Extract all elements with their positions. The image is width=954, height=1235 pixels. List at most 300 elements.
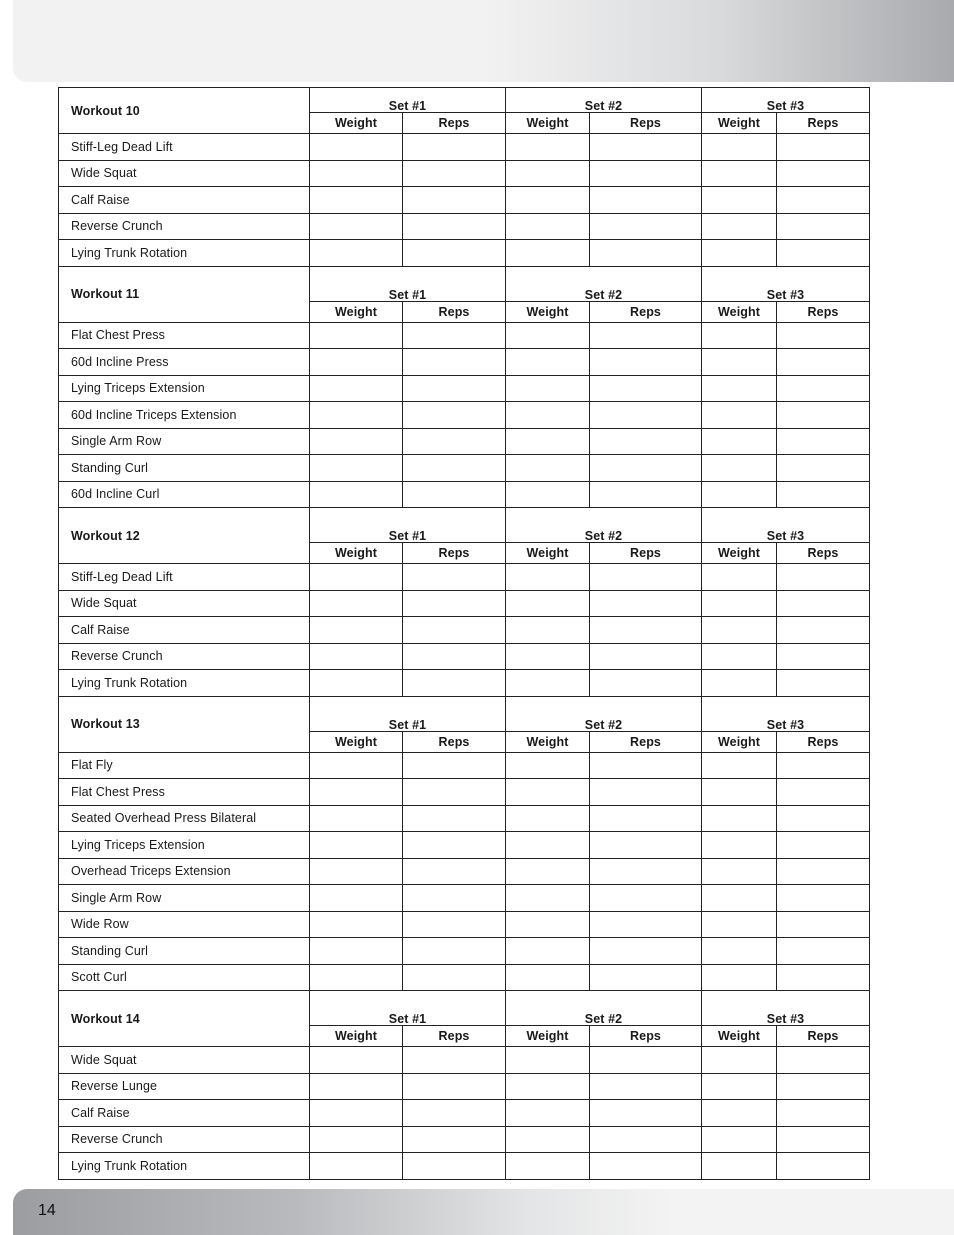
reps-entry-cell[interactable] xyxy=(590,1153,702,1180)
reps-entry-cell[interactable] xyxy=(777,858,870,885)
workout-header-row xyxy=(59,991,870,1026)
reps-entry-cell[interactable] xyxy=(590,670,702,697)
weight-entry-cell[interactable] xyxy=(310,322,403,349)
exercise-row xyxy=(59,1153,870,1180)
weight-entry-cell[interactable] xyxy=(702,670,777,697)
weight-entry-cell[interactable] xyxy=(310,349,403,376)
weight-column-header: Weight xyxy=(506,113,590,134)
weight-column-header: Weight xyxy=(506,1026,590,1047)
exercise-name: Standing Curl xyxy=(59,938,310,965)
reps-entry-cell[interactable] xyxy=(777,617,870,644)
set-label: Set #1 xyxy=(388,1012,427,1026)
weight-entry-cell[interactable] xyxy=(702,564,777,591)
reps-entry-cell[interactable] xyxy=(777,322,870,349)
reps-entry-cell[interactable] xyxy=(590,1047,702,1074)
exercise-name: Wide Row xyxy=(59,911,310,938)
reps-entry-cell[interactable] xyxy=(590,349,702,376)
reps-entry-cell[interactable] xyxy=(403,481,506,508)
reps-column-header: Reps xyxy=(777,301,870,322)
weight-entry-cell[interactable] xyxy=(310,187,403,214)
reps-entry-cell[interactable] xyxy=(403,964,506,991)
exercise-row xyxy=(59,617,870,644)
exercise-name: 60d Incline Press xyxy=(59,349,310,376)
weight-entry-cell[interactable] xyxy=(506,160,590,187)
reps-entry-cell[interactable] xyxy=(590,564,702,591)
weight-entry-cell[interactable] xyxy=(310,213,403,240)
weight-entry-cell[interactable] xyxy=(310,805,403,832)
set-header xyxy=(310,991,506,1026)
weight-entry-cell[interactable] xyxy=(506,964,590,991)
set-header xyxy=(506,508,702,543)
exercise-name: Calf Raise xyxy=(59,1100,310,1127)
reps-entry-cell[interactable] xyxy=(590,779,702,806)
reps-entry-cell[interactable] xyxy=(590,481,702,508)
exercise-row xyxy=(59,322,870,349)
reps-entry-cell[interactable] xyxy=(777,938,870,965)
exercise-row xyxy=(59,349,870,376)
exercise-row xyxy=(59,240,870,267)
reps-entry-cell[interactable] xyxy=(590,617,702,644)
reps-entry-cell[interactable] xyxy=(403,779,506,806)
reps-entry-cell[interactable] xyxy=(777,1126,870,1153)
reps-entry-cell[interactable] xyxy=(403,1047,506,1074)
weight-entry-cell[interactable] xyxy=(310,885,403,912)
exercise-name: Wide Squat xyxy=(59,160,310,187)
reps-entry-cell[interactable] xyxy=(777,643,870,670)
reps-entry-cell[interactable] xyxy=(777,428,870,455)
weight-entry-cell[interactable] xyxy=(506,1047,590,1074)
reps-entry-cell[interactable] xyxy=(403,938,506,965)
weight-entry-cell[interactable] xyxy=(310,455,403,482)
weight-entry-cell[interactable] xyxy=(310,964,403,991)
reps-entry-cell[interactable] xyxy=(403,858,506,885)
exercise-name: Single Arm Row xyxy=(59,428,310,455)
weight-entry-cell[interactable] xyxy=(506,375,590,402)
reps-entry-cell[interactable] xyxy=(590,832,702,859)
weight-entry-cell[interactable] xyxy=(506,134,590,161)
exercise-row xyxy=(59,964,870,991)
weight-entry-cell[interactable] xyxy=(702,752,777,779)
reps-entry-cell[interactable] xyxy=(403,911,506,938)
reps-entry-cell[interactable] xyxy=(777,805,870,832)
exercise-name: Stiff-Leg Dead Lift xyxy=(59,134,310,161)
weight-column-header: Weight xyxy=(702,113,777,134)
exercise-name: Flat Chest Press xyxy=(59,779,310,806)
weight-entry-cell[interactable] xyxy=(702,779,777,806)
reps-entry-cell[interactable] xyxy=(590,428,702,455)
reps-entry-cell[interactable] xyxy=(777,187,870,214)
reps-entry-cell[interactable] xyxy=(590,187,702,214)
reps-entry-cell[interactable] xyxy=(403,564,506,591)
weight-entry-cell[interactable] xyxy=(506,805,590,832)
reps-entry-cell[interactable] xyxy=(403,805,506,832)
reps-entry-cell[interactable] xyxy=(590,240,702,267)
weight-entry-cell[interactable] xyxy=(310,1100,403,1127)
exercise-row xyxy=(59,1073,870,1100)
weight-entry-cell[interactable] xyxy=(310,832,403,859)
reps-entry-cell[interactable] xyxy=(590,885,702,912)
weight-entry-cell[interactable] xyxy=(506,240,590,267)
weight-entry-cell[interactable] xyxy=(310,402,403,429)
weight-entry-cell[interactable] xyxy=(702,1047,777,1074)
weight-entry-cell[interactable] xyxy=(506,938,590,965)
footer-band xyxy=(13,1189,954,1235)
reps-entry-cell[interactable] xyxy=(403,1126,506,1153)
exercise-name: Single Arm Row xyxy=(59,885,310,912)
weight-entry-cell[interactable] xyxy=(702,134,777,161)
set-header xyxy=(310,88,506,113)
exercise-row xyxy=(59,134,870,161)
exercise-name: Standing Curl xyxy=(59,455,310,482)
exercise-name: Wide Squat xyxy=(59,1047,310,1074)
weight-entry-cell[interactable] xyxy=(506,911,590,938)
weight-entry-cell[interactable] xyxy=(702,213,777,240)
exercise-name: Wide Squat xyxy=(59,590,310,617)
reps-entry-cell[interactable] xyxy=(777,752,870,779)
reps-entry-cell[interactable] xyxy=(777,455,870,482)
weight-entry-cell[interactable] xyxy=(702,911,777,938)
exercise-row xyxy=(59,1126,870,1153)
exercise-name: Flat Fly xyxy=(59,752,310,779)
reps-entry-cell[interactable] xyxy=(590,402,702,429)
reps-entry-cell[interactable] xyxy=(590,1126,702,1153)
set-header xyxy=(310,696,506,731)
reps-entry-cell[interactable] xyxy=(777,240,870,267)
reps-column-header: Reps xyxy=(590,731,702,752)
weight-entry-cell[interactable] xyxy=(702,187,777,214)
weight-entry-cell[interactable] xyxy=(506,617,590,644)
reps-entry-cell[interactable] xyxy=(777,160,870,187)
set-header xyxy=(702,696,870,731)
exercise-row xyxy=(59,643,870,670)
weight-entry-cell[interactable] xyxy=(506,428,590,455)
exercise-row xyxy=(59,911,870,938)
weight-entry-cell[interactable] xyxy=(310,240,403,267)
reps-entry-cell[interactable] xyxy=(590,805,702,832)
weight-entry-cell[interactable] xyxy=(506,1153,590,1180)
reps-entry-cell[interactable] xyxy=(590,911,702,938)
set-header xyxy=(310,266,506,301)
workout-log-table xyxy=(58,87,870,1180)
reps-entry-cell[interactable] xyxy=(403,134,506,161)
weight-entry-cell[interactable] xyxy=(702,643,777,670)
reps-entry-cell[interactable] xyxy=(777,481,870,508)
weight-entry-cell[interactable] xyxy=(506,670,590,697)
exercise-name: 60d Incline Triceps Extension xyxy=(59,402,310,429)
reps-entry-cell[interactable] xyxy=(403,670,506,697)
weight-entry-cell[interactable] xyxy=(506,564,590,591)
exercise-row xyxy=(59,375,870,402)
weight-column-header: Weight xyxy=(310,1026,403,1047)
exercise-row xyxy=(59,160,870,187)
reps-column-header: Reps xyxy=(777,543,870,564)
weight-column-header: Weight xyxy=(310,731,403,752)
exercise-name: Lying Trunk Rotation xyxy=(59,1153,310,1180)
weight-entry-cell[interactable] xyxy=(702,590,777,617)
weight-entry-cell[interactable] xyxy=(702,160,777,187)
weight-entry-cell[interactable] xyxy=(702,402,777,429)
reps-entry-cell[interactable] xyxy=(403,1153,506,1180)
reps-entry-cell[interactable] xyxy=(590,752,702,779)
reps-entry-cell[interactable] xyxy=(777,1153,870,1180)
set-label: Set #1 xyxy=(388,287,427,302)
weight-column-header: Weight xyxy=(506,731,590,752)
reps-entry-cell[interactable] xyxy=(590,213,702,240)
reps-entry-cell[interactable] xyxy=(777,402,870,429)
weight-entry-cell[interactable] xyxy=(310,134,403,161)
exercise-row xyxy=(59,481,870,508)
weight-entry-cell[interactable] xyxy=(310,481,403,508)
weight-entry-cell[interactable] xyxy=(702,832,777,859)
weight-entry-cell[interactable] xyxy=(506,402,590,429)
exercise-name: Calf Raise xyxy=(59,187,310,214)
reps-entry-cell[interactable] xyxy=(403,590,506,617)
weight-entry-cell[interactable] xyxy=(310,564,403,591)
weight-entry-cell[interactable] xyxy=(506,752,590,779)
reps-entry-cell[interactable] xyxy=(403,160,506,187)
weight-entry-cell[interactable] xyxy=(702,428,777,455)
weight-entry-cell[interactable] xyxy=(310,1073,403,1100)
weight-entry-cell[interactable] xyxy=(310,938,403,965)
weight-entry-cell[interactable] xyxy=(506,779,590,806)
header-band xyxy=(13,0,954,82)
reps-column-header: Reps xyxy=(590,1026,702,1047)
reps-entry-cell[interactable] xyxy=(403,617,506,644)
exercise-row xyxy=(59,590,870,617)
reps-entry-cell[interactable] xyxy=(590,1073,702,1100)
exercise-row xyxy=(59,455,870,482)
reps-entry-cell[interactable] xyxy=(777,832,870,859)
reps-entry-cell[interactable] xyxy=(777,1047,870,1074)
reps-entry-cell[interactable] xyxy=(590,643,702,670)
weight-entry-cell[interactable] xyxy=(702,349,777,376)
reps-entry-cell[interactable] xyxy=(403,832,506,859)
reps-entry-cell[interactable] xyxy=(590,858,702,885)
exercise-row xyxy=(59,752,870,779)
weight-entry-cell[interactable] xyxy=(702,938,777,965)
reps-entry-cell[interactable] xyxy=(590,938,702,965)
reps-entry-cell[interactable] xyxy=(777,349,870,376)
exercise-name: Overhead Triceps Extension xyxy=(59,858,310,885)
exercise-name: Seated Overhead Press Bilateral xyxy=(59,805,310,832)
reps-entry-cell[interactable] xyxy=(777,670,870,697)
weight-entry-cell[interactable] xyxy=(702,1073,777,1100)
reps-entry-cell[interactable] xyxy=(403,187,506,214)
set-header xyxy=(702,88,870,113)
set-header xyxy=(506,696,702,731)
weight-entry-cell[interactable] xyxy=(310,1047,403,1074)
weight-entry-cell[interactable] xyxy=(506,858,590,885)
reps-column-header: Reps xyxy=(403,1026,506,1047)
set-label: Set #2 xyxy=(584,287,623,302)
reps-entry-cell[interactable] xyxy=(777,911,870,938)
exercise-name: Flat Chest Press xyxy=(59,322,310,349)
set-label: Set #3 xyxy=(766,287,805,302)
weight-entry-cell[interactable] xyxy=(506,455,590,482)
set-label: Set #3 xyxy=(766,529,805,543)
reps-column-header: Reps xyxy=(403,731,506,752)
reps-entry-cell[interactable] xyxy=(403,885,506,912)
reps-entry-cell[interactable] xyxy=(777,213,870,240)
reps-entry-cell[interactable] xyxy=(777,1100,870,1127)
set-label: Set #2 xyxy=(584,99,623,113)
exercise-row xyxy=(59,805,870,832)
weight-entry-cell[interactable] xyxy=(506,885,590,912)
reps-entry-cell[interactable] xyxy=(403,1100,506,1127)
weight-entry-cell[interactable] xyxy=(702,885,777,912)
workout-title: Workout 10 xyxy=(59,88,310,134)
weight-entry-cell[interactable] xyxy=(506,481,590,508)
exercise-name: Stiff-Leg Dead Lift xyxy=(59,564,310,591)
reps-entry-cell[interactable] xyxy=(403,375,506,402)
exercise-row xyxy=(59,832,870,859)
set-header xyxy=(702,991,870,1026)
reps-entry-cell[interactable] xyxy=(590,590,702,617)
set-header xyxy=(310,508,506,543)
exercise-name: Lying Trunk Rotation xyxy=(59,670,310,697)
set-header xyxy=(702,266,870,301)
reps-entry-cell[interactable] xyxy=(777,134,870,161)
weight-entry-cell[interactable] xyxy=(702,322,777,349)
reps-column-header: Reps xyxy=(403,113,506,134)
weight-entry-cell[interactable] xyxy=(310,858,403,885)
weight-entry-cell[interactable] xyxy=(506,832,590,859)
reps-entry-cell[interactable] xyxy=(777,564,870,591)
exercise-row xyxy=(59,885,870,912)
reps-entry-cell[interactable] xyxy=(590,322,702,349)
weight-entry-cell[interactable] xyxy=(702,1100,777,1127)
workout-title: Workout 14 xyxy=(59,991,310,1047)
exercise-row xyxy=(59,402,870,429)
reps-entry-cell[interactable] xyxy=(590,1100,702,1127)
weight-entry-cell[interactable] xyxy=(310,590,403,617)
exercise-name: Lying Trunk Rotation xyxy=(59,240,310,267)
workout-title: Workout 11 xyxy=(59,266,310,322)
reps-entry-cell[interactable] xyxy=(590,964,702,991)
reps-entry-cell[interactable] xyxy=(403,1073,506,1100)
weight-column-header: Weight xyxy=(310,113,403,134)
set-label: Set #3 xyxy=(766,717,805,732)
exercise-row xyxy=(59,670,870,697)
reps-entry-cell[interactable] xyxy=(777,885,870,912)
weight-entry-cell[interactable] xyxy=(702,240,777,267)
exercise-name: Reverse Crunch xyxy=(59,213,310,240)
weight-entry-cell[interactable] xyxy=(702,805,777,832)
weight-entry-cell[interactable] xyxy=(310,1126,403,1153)
reps-entry-cell[interactable] xyxy=(590,160,702,187)
weight-column-header: Weight xyxy=(702,1026,777,1047)
weight-entry-cell[interactable] xyxy=(310,617,403,644)
weight-column-header: Weight xyxy=(310,543,403,564)
workout-header-row xyxy=(59,696,870,731)
reps-entry-cell[interactable] xyxy=(403,213,506,240)
exercise-name: Scott Curl xyxy=(59,964,310,991)
weight-entry-cell[interactable] xyxy=(310,1153,403,1180)
workout-title: Workout 12 xyxy=(59,508,310,564)
weight-entry-cell[interactable] xyxy=(702,964,777,991)
reps-column-header: Reps xyxy=(403,543,506,564)
reps-column-header: Reps xyxy=(590,113,702,134)
reps-entry-cell[interactable] xyxy=(590,134,702,161)
reps-column-header: Reps xyxy=(777,113,870,134)
weight-entry-cell[interactable] xyxy=(702,858,777,885)
weight-entry-cell[interactable] xyxy=(310,779,403,806)
reps-entry-cell[interactable] xyxy=(403,240,506,267)
reps-entry-cell[interactable] xyxy=(403,322,506,349)
exercise-name: Lying Triceps Extension xyxy=(59,832,310,859)
weight-entry-cell[interactable] xyxy=(310,752,403,779)
weight-entry-cell[interactable] xyxy=(310,375,403,402)
weight-column-header: Weight xyxy=(310,301,403,322)
reps-entry-cell[interactable] xyxy=(403,428,506,455)
weight-entry-cell[interactable] xyxy=(702,1153,777,1180)
reps-column-header: Reps xyxy=(590,301,702,322)
weight-entry-cell[interactable] xyxy=(310,670,403,697)
exercise-name: Lying Triceps Extension xyxy=(59,375,310,402)
reps-entry-cell[interactable] xyxy=(777,590,870,617)
weight-entry-cell[interactable] xyxy=(506,187,590,214)
exercise-row xyxy=(59,564,870,591)
set-label: Set #3 xyxy=(766,99,805,113)
exercise-name: Reverse Lunge xyxy=(59,1073,310,1100)
reps-entry-cell[interactable] xyxy=(590,455,702,482)
weight-entry-cell[interactable] xyxy=(310,643,403,670)
weight-column-header: Weight xyxy=(702,731,777,752)
reps-entry-cell[interactable] xyxy=(777,375,870,402)
exercise-row xyxy=(59,1100,870,1127)
weight-column-header: Weight xyxy=(506,543,590,564)
weight-entry-cell[interactable] xyxy=(506,213,590,240)
weight-entry-cell[interactable] xyxy=(310,428,403,455)
weight-entry-cell[interactable] xyxy=(702,617,777,644)
weight-entry-cell[interactable] xyxy=(506,322,590,349)
reps-entry-cell[interactable] xyxy=(777,1073,870,1100)
set-label: Set #2 xyxy=(584,529,623,543)
weight-entry-cell[interactable] xyxy=(506,643,590,670)
weight-entry-cell[interactable] xyxy=(506,1126,590,1153)
reps-entry-cell[interactable] xyxy=(403,349,506,376)
reps-entry-cell[interactable] xyxy=(403,752,506,779)
set-label: Set #2 xyxy=(584,1012,623,1026)
weight-entry-cell[interactable] xyxy=(506,349,590,376)
weight-column-header: Weight xyxy=(702,543,777,564)
reps-entry-cell[interactable] xyxy=(777,964,870,991)
reps-entry-cell[interactable] xyxy=(403,402,506,429)
reps-column-header: Reps xyxy=(403,301,506,322)
weight-entry-cell[interactable] xyxy=(506,1073,590,1100)
weight-entry-cell[interactable] xyxy=(506,1100,590,1127)
exercise-name: Reverse Crunch xyxy=(59,1126,310,1153)
weight-entry-cell[interactable] xyxy=(702,455,777,482)
weight-entry-cell[interactable] xyxy=(310,911,403,938)
reps-entry-cell[interactable] xyxy=(777,779,870,806)
exercise-row xyxy=(59,938,870,965)
weight-entry-cell[interactable] xyxy=(702,1126,777,1153)
set-label: Set #1 xyxy=(388,99,427,113)
workout-header-row xyxy=(59,508,870,543)
reps-entry-cell[interactable] xyxy=(403,455,506,482)
weight-entry-cell[interactable] xyxy=(310,160,403,187)
exercise-name: Reverse Crunch xyxy=(59,643,310,670)
reps-entry-cell[interactable] xyxy=(403,643,506,670)
exercise-row xyxy=(59,1047,870,1074)
reps-entry-cell[interactable] xyxy=(590,375,702,402)
weight-entry-cell[interactable] xyxy=(702,481,777,508)
weight-entry-cell[interactable] xyxy=(702,375,777,402)
workout-title: Workout 13 xyxy=(59,696,310,752)
weight-entry-cell[interactable] xyxy=(506,590,590,617)
set-header xyxy=(702,508,870,543)
